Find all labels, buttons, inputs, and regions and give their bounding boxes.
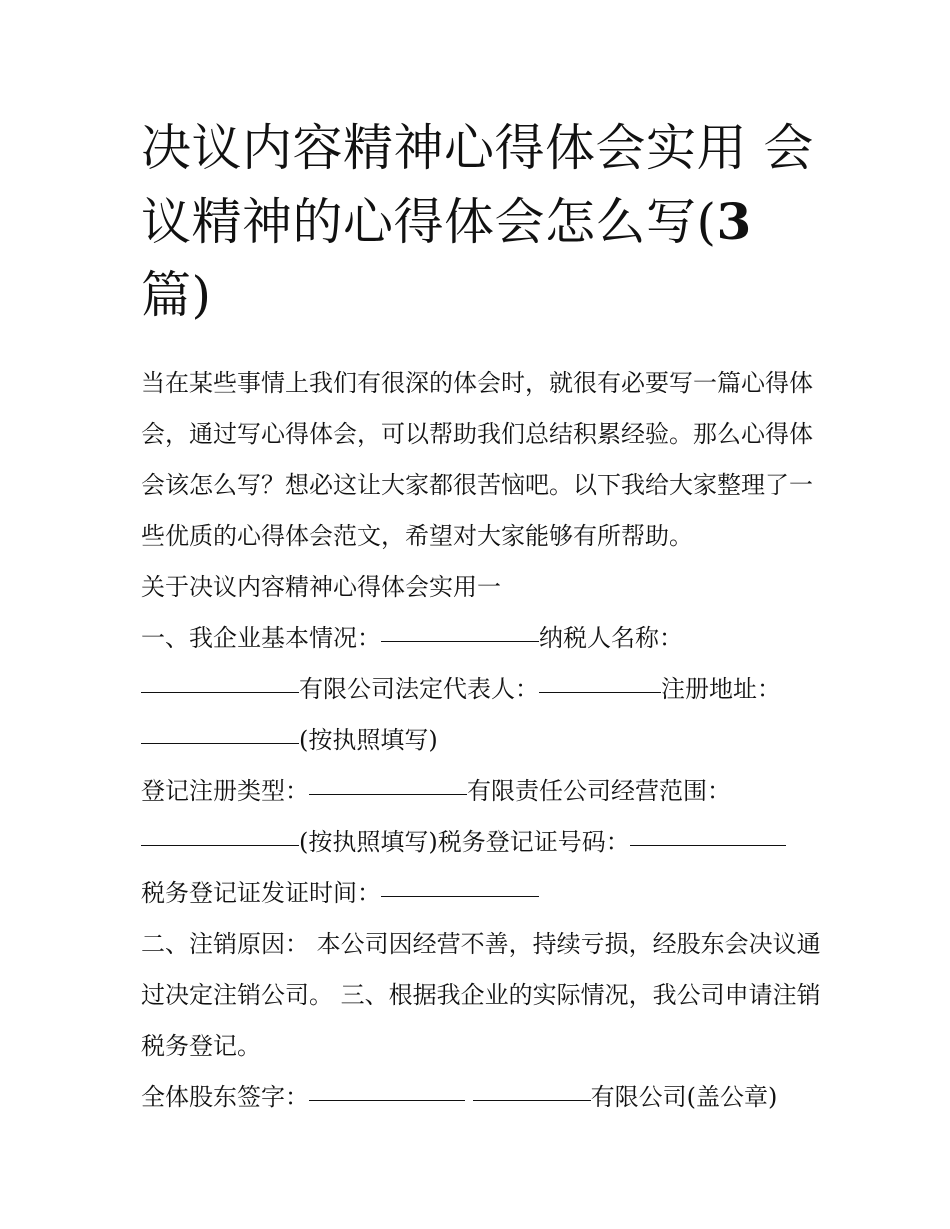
blank-line [381,640,539,642]
blank-line [473,1099,591,1101]
tax-reg-no-label: 税务登记证号码： [437,828,630,856]
basic-info-paragraph [141,613,821,766]
fill-note: (按执照填写) [299,726,438,754]
blank-line [141,742,299,744]
signature-paragraph [141,1072,821,1123]
blank-line [539,691,661,693]
taxpayer-name-label: 纳税人名称： [539,624,683,652]
fill-note-2: (按执照填写) [299,828,438,856]
document-page [141,112,821,1123]
cancel-reason-paragraph: 二、注销原因： 本公司因经营不善，持续亏损，经股东会决议通过决定注销公司。 三、根据我企业的实际情况，我公司申请注销税务登记。 [141,930,821,1060]
blank-line [309,793,467,795]
shareholder-sign-label: 全体股东签字： [141,1083,309,1111]
blank-line [630,844,786,846]
reg-address-label: 注册地址： [661,675,781,703]
blank-line [381,895,539,897]
document-body [141,358,821,1123]
basic-info-label: 一、我企业基本情况： [141,624,381,652]
registration-paragraph [141,766,821,919]
intro-paragraph: 当在某些事情上我们有很深的体会时，就很有必要写一篇心得体会，通过写心得体会，可以帮助我们总结积累经验。那么心得体会该怎么写？想必这让大家都很苦恼吧。以下我给大家整理了一些优质的心得体会范文，希望对大家能够有所帮助。 [141,369,813,550]
tax-cert-date-label: 税务登记证发证时间： [141,879,381,907]
section-heading: 关于决议内容精神心得体会实用一 [141,573,501,601]
business-scope-label: 有限责任公司经营范围： [467,777,731,805]
document-title [141,112,821,332]
blank-line [141,844,299,846]
title-count: 3 [716,192,752,251]
company-seal-label: 有限公司(盖公章) [590,1083,778,1111]
blank-line [141,691,299,693]
title-text-1: 决议内容精神心得体会实用 会议精神的心得体会怎么写( [141,119,814,251]
blank-line [309,1099,465,1101]
legal-rep-label: 有限公司法定代表人： [299,675,539,703]
reg-type-label: 登记注册类型： [141,777,309,805]
title-text-2: 篇) [141,266,212,324]
